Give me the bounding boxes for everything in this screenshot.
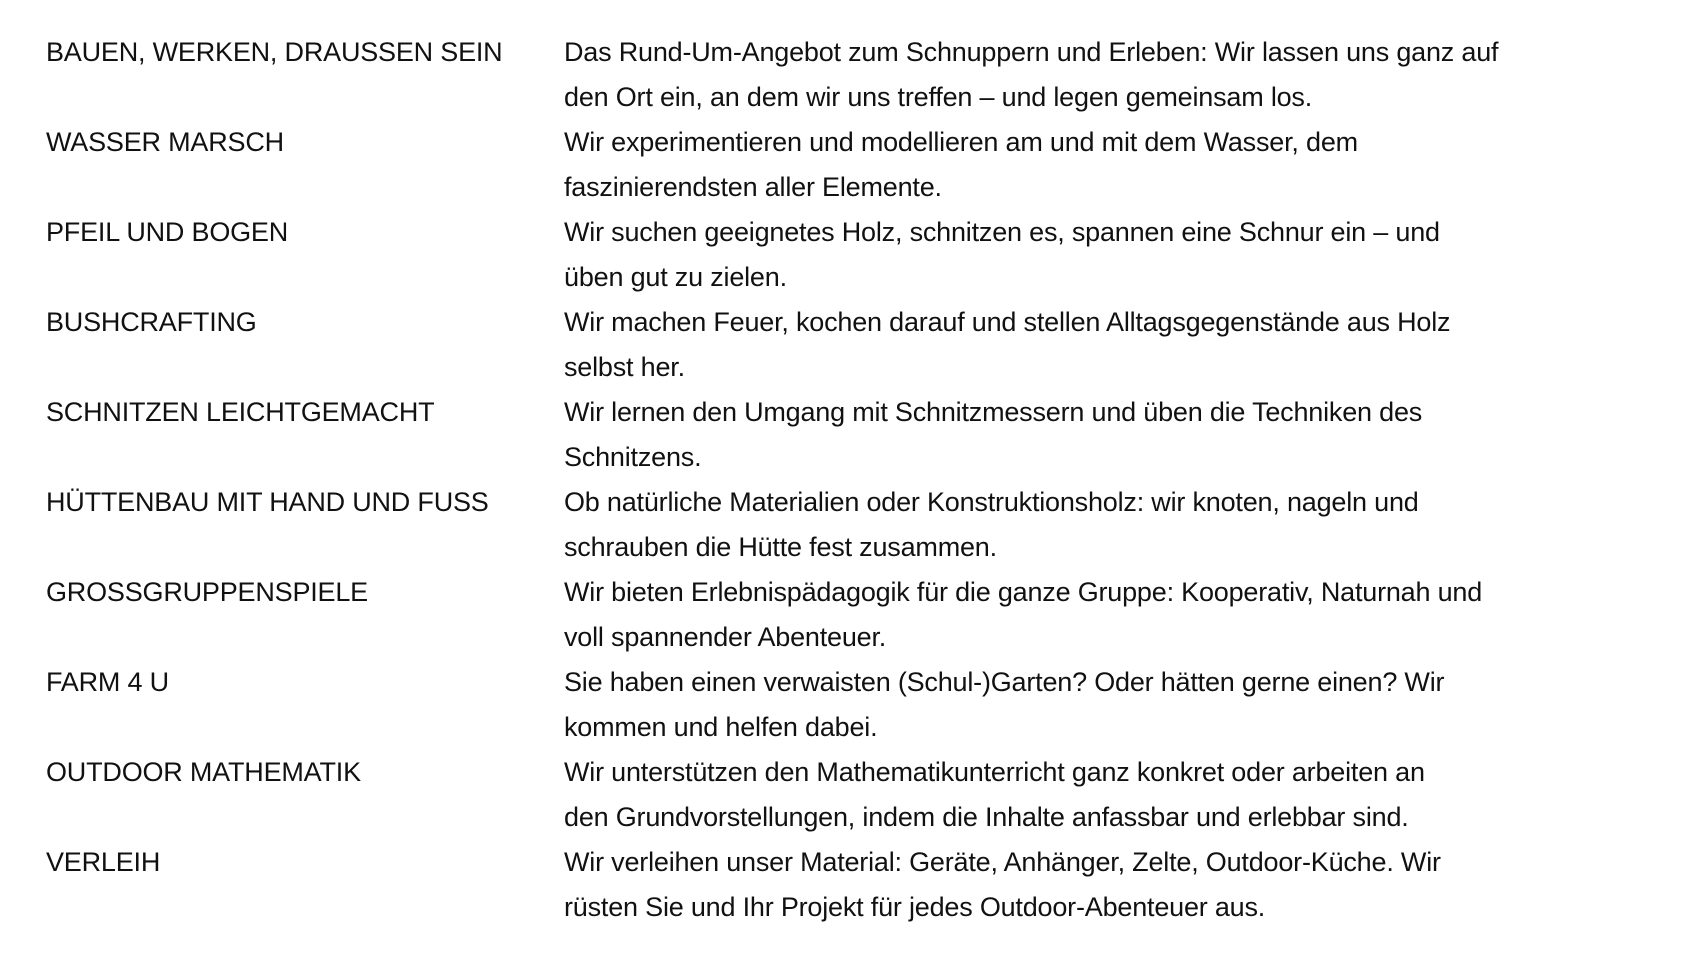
offer-description-line: Wir bieten Erlebnispädagogik für die ganze Gruppe: Kooperativ, Naturnah und — [564, 577, 1483, 607]
offer-description — [564, 30, 1604, 120]
offer-description-line: den Ort ein, an dem wir uns treffen – und legen gemeinsam los. — [564, 82, 1313, 112]
offer-description-line: voll spannender Abenteuer. — [564, 622, 887, 652]
offer-description-line: Schnitzens. — [564, 442, 702, 472]
offer-description — [564, 210, 1604, 300]
offer-description-line: kommen und helfen dabei. — [564, 712, 878, 742]
offer-description — [564, 660, 1604, 750]
offer-description — [564, 120, 1604, 210]
offer-row — [46, 390, 1606, 480]
offer-list — [46, 30, 1606, 930]
offer-description — [564, 390, 1604, 480]
offer-description-line: Wir suchen geeignetes Holz, schnitzen es, spannen eine Schnur ein – und — [564, 217, 1440, 247]
offer-description-line: Wir experimentieren und modellieren am und mit dem Wasser, dem — [564, 127, 1358, 157]
offer-title: FARM 4 U — [46, 667, 169, 697]
offer-description — [564, 480, 1604, 570]
offer-description-line: Wir machen Feuer, kochen darauf und stellen Alltagsgegenstände aus Holz — [564, 307, 1451, 337]
offer-row — [46, 30, 1606, 120]
offer-description-line: Wir unterstützen den Mathematikunterricht ganz konkret oder arbeiten an — [564, 757, 1425, 787]
offer-description-line: den Grundvorstellungen, indem die Inhalte anfassbar und erlebbar sind. — [564, 802, 1409, 832]
offer-description — [564, 750, 1604, 840]
offer-description-line: faszinierendsten aller Elemente. — [564, 172, 942, 202]
offer-title: VERLEIH — [46, 847, 161, 877]
offer-title: WASSER MARSCH — [46, 127, 284, 157]
offer-row — [46, 750, 1606, 840]
offer-row — [46, 210, 1606, 300]
offer-description — [564, 570, 1604, 660]
offer-title: BUSHCRAFTING — [46, 307, 257, 337]
offer-description-line: schrauben die Hütte fest zusammen. — [564, 532, 997, 562]
offer-description-line: Sie haben einen verwaisten (Schul-)Garten? Oder hätten gerne einen? Wir — [564, 667, 1445, 697]
offer-title: SCHNITZEN LEICHTGEMACHT — [46, 397, 435, 427]
offer-title: BAUEN, WERKEN, DRAUSSEN SEIN — [46, 37, 503, 67]
offer-description-line: rüsten Sie und Ihr Projekt für jedes Outdoor-Abenteuer aus. — [564, 892, 1266, 922]
offer-row — [46, 840, 1606, 930]
offer-description — [564, 300, 1604, 390]
offer-description-line: Wir lernen den Umgang mit Schnitzmessern und üben die Techniken des — [564, 397, 1423, 427]
offer-row — [46, 120, 1606, 210]
offer-row — [46, 660, 1606, 750]
offer-title: OUTDOOR MATHEMATIK — [46, 757, 361, 787]
offer-row — [46, 300, 1606, 390]
offer-title: PFEIL UND BOGEN — [46, 217, 289, 247]
offer-title: GROSSGRUPPENSPIELE — [46, 577, 368, 607]
offer-description — [564, 840, 1604, 930]
offer-description-line: Das Rund-Um-Angebot zum Schnuppern und Erleben: Wir lassen uns ganz auf — [564, 37, 1499, 67]
offer-description-line: selbst her. — [564, 352, 685, 382]
offer-row — [46, 570, 1606, 660]
offer-description-line: üben gut zu zielen. — [564, 262, 787, 292]
offer-description-line: Ob natürliche Materialien oder Konstruktionsholz: wir knoten, nageln und — [564, 487, 1419, 517]
offer-description-line: Wir verleihen unser Material: Geräte, Anhänger, Zelte, Outdoor-Küche. Wir — [564, 847, 1441, 877]
offer-row — [46, 480, 1606, 570]
offer-title: HÜTTENBAU MIT HAND UND FUSS — [46, 487, 489, 517]
